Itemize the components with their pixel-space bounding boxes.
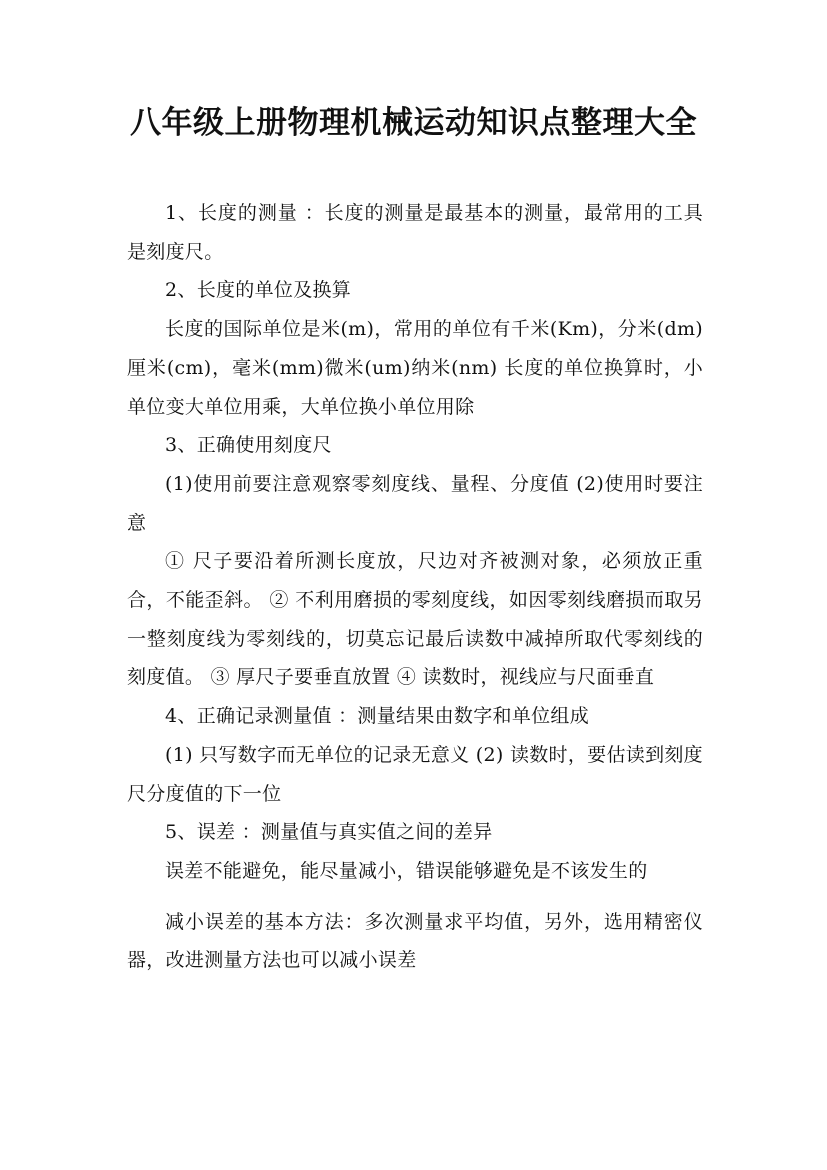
document-body xyxy=(127,194,703,980)
paragraph-error-reduction: 减小误差的基本方法：多次测量求平均值，另外，选用精密仪器，改进测量方法也可以减小误差 xyxy=(127,910,703,972)
paragraph-length-units-heading: 2、长度的单位及换算 xyxy=(165,279,352,302)
paragraph-record-detail: (1) 只写数字而无单位的记录无意义 (2) 读数时，要估读到刻度尺分度值的下一位 xyxy=(127,743,703,805)
paragraph-error-heading: 5、误差 ：测量值与真实值之间的差异 xyxy=(165,821,493,844)
paragraph-record-heading: 4、正确记录测量值 ：测量结果由数字和单位组成 xyxy=(165,705,590,728)
document-title: 八年级上册物理机械运动知识点整理大全 xyxy=(130,105,697,141)
paragraph-ruler-heading: 3、正确使用刻度尺 xyxy=(165,434,332,457)
paragraph-length-measurement: 1、长度的测量 ：长度的测量是最基本的测量，最常用的工具是刻度尺。 xyxy=(127,202,703,263)
paragraph-ruler-rules: ① 尺子要沿着所测长度放，尺边对齐被测对象，必须放正重合，不能歪斜。 ② 不利用磨损的零刻度线，如因零刻线磨损而取另一整刻度线为零刻线的，切莫忘记最后读数中减掉所取代零刻线的刻度值。 ③ 厚尺子要垂直放置 ④ 读数时，视线应与尺面垂直 xyxy=(127,550,703,689)
paragraph-error-detail: 误差不能避免，能尽量减小，错误能够避免是不该发生的 xyxy=(165,859,648,882)
paragraph-length-units-detail: 长度的国际单位是米(m)，常用的单位有千米(Km)，分米(dm)厘米(cm)，毫米(mm)微米(um)纳米(nm) 长度的单位换算时，小单位变大单位用乘，大单位换小单位用除 xyxy=(127,318,703,418)
paragraph-ruler-before-use: (1)使用前要注意观察零刻度线、量程、分度值 (2)使用时要注意 xyxy=(127,472,703,534)
